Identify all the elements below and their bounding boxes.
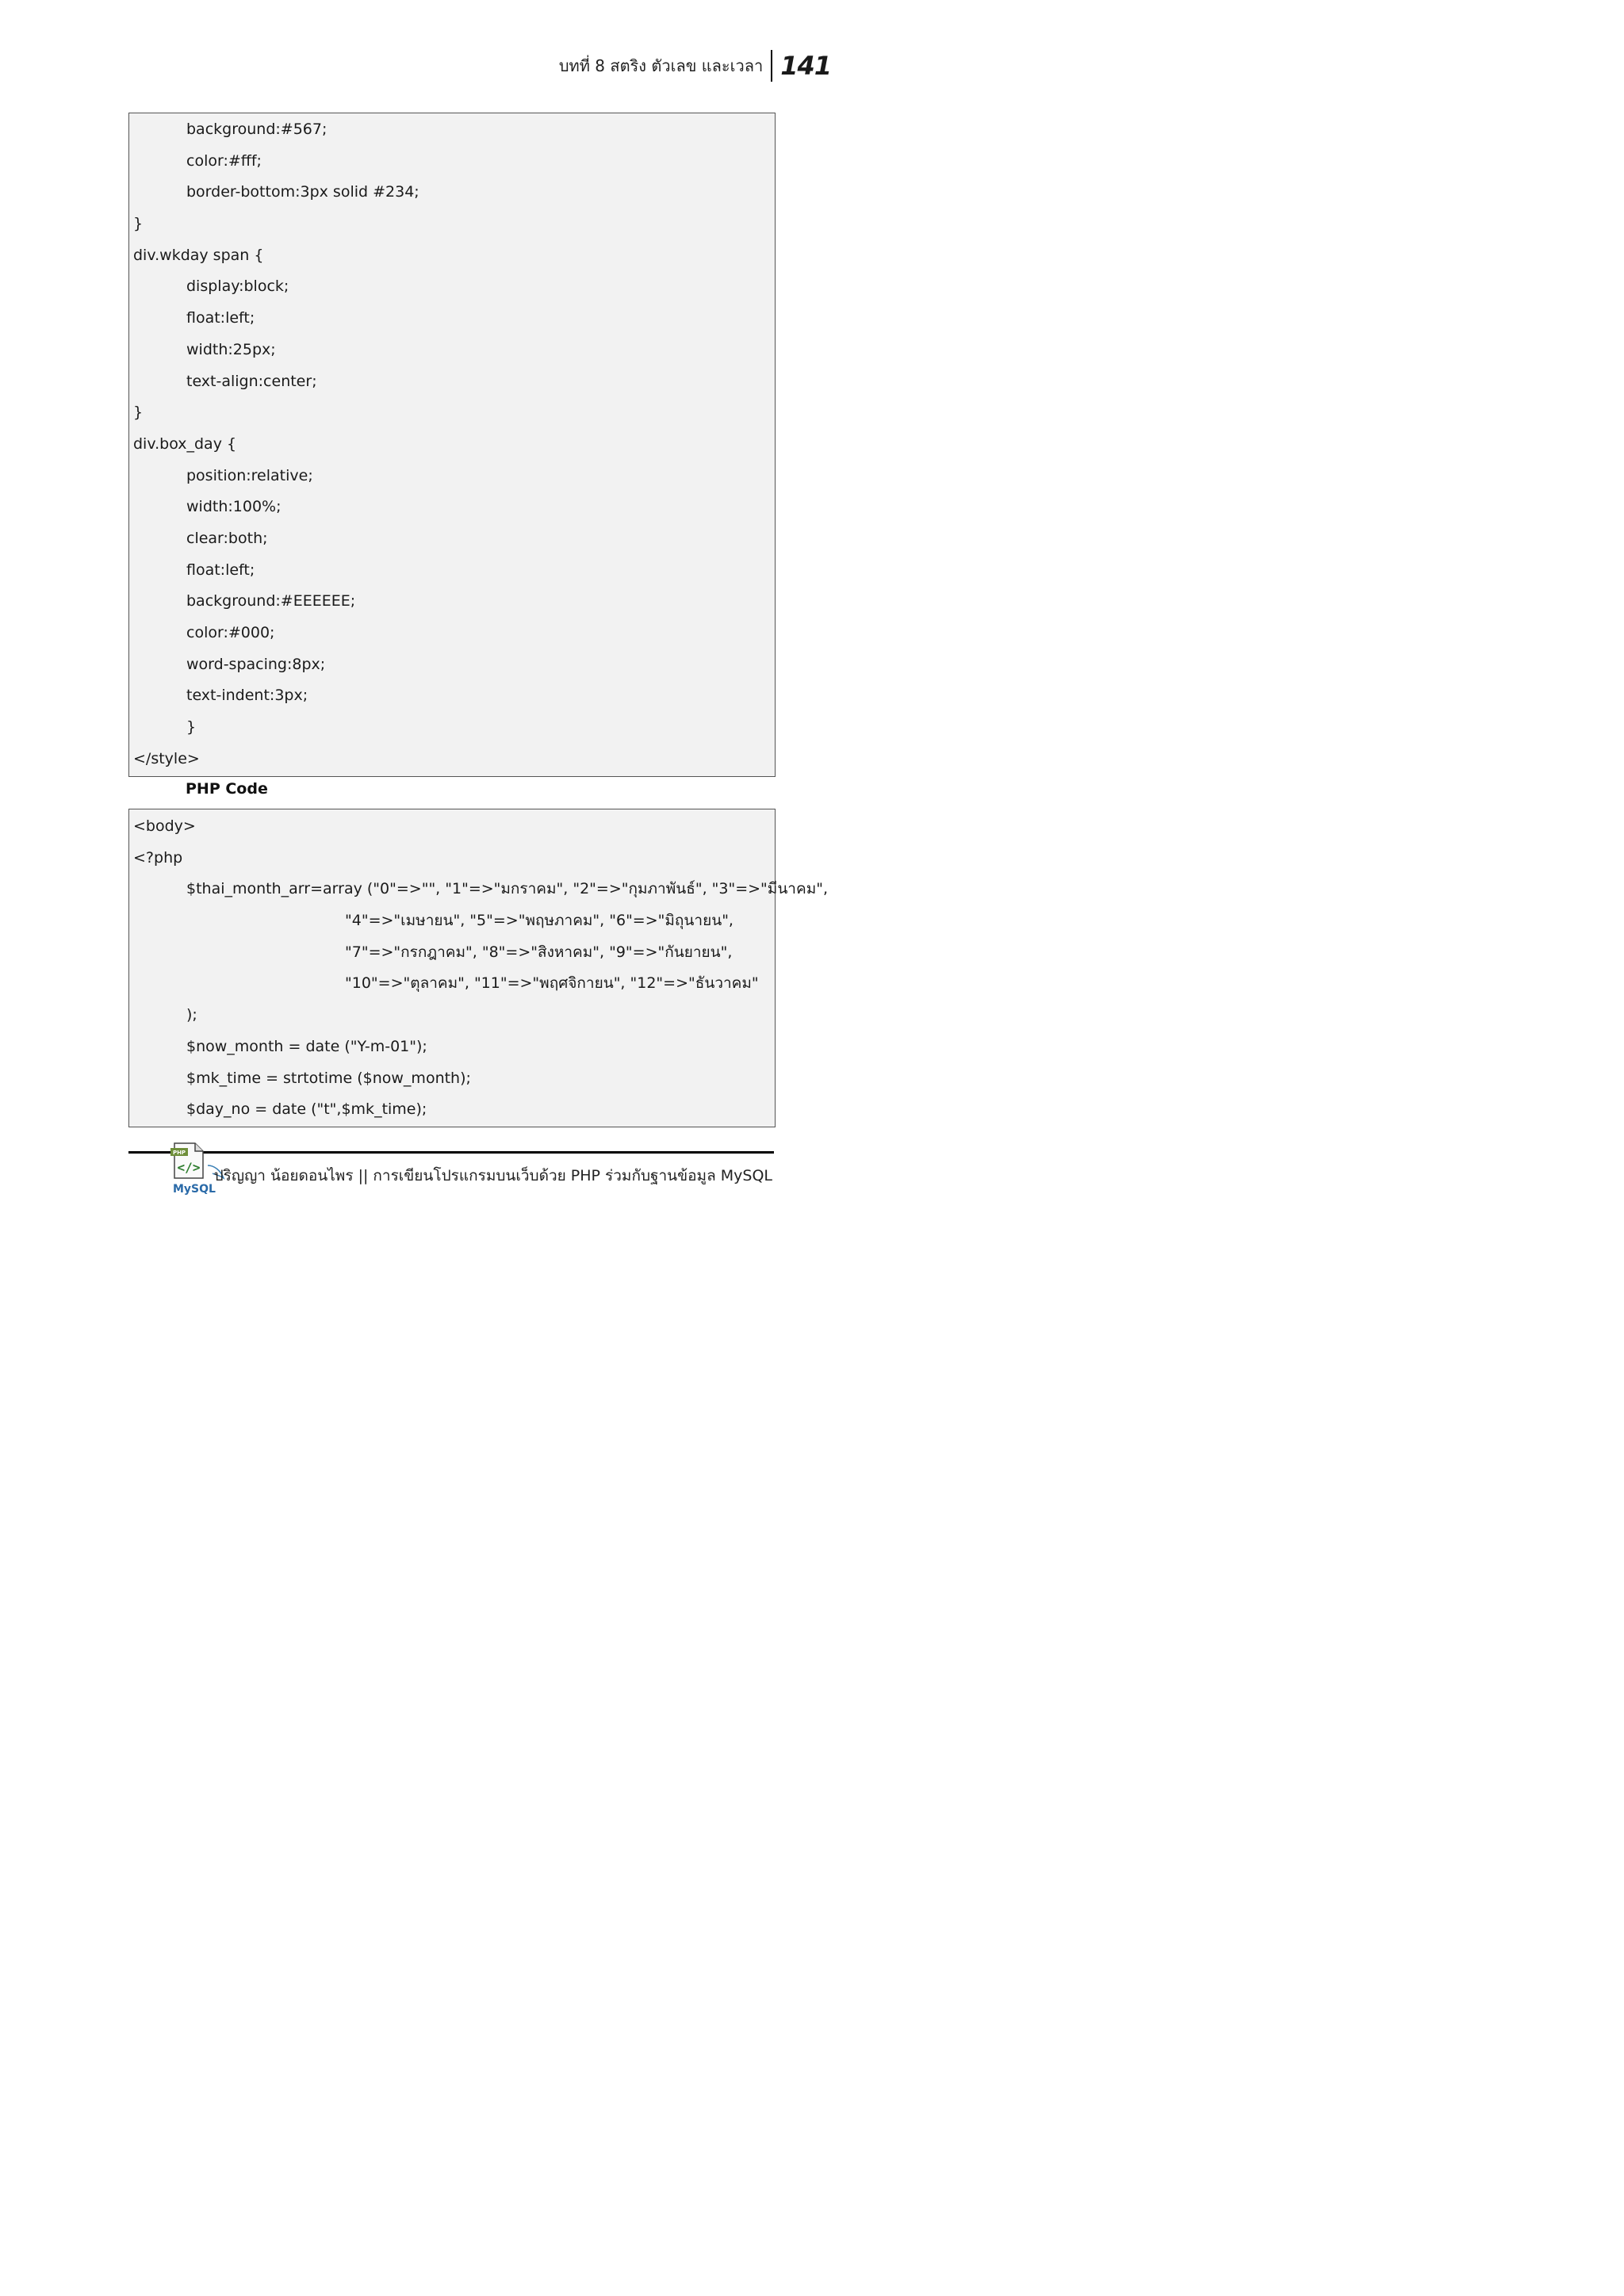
css-code-box [128,113,776,777]
footer-text: ปริญญา น้อยดอนไพร || การเขียนโปรแกรมบนเว็บด้วย PHP ร่วมกับฐานข้อมูล MySQL [213,1167,772,1184]
section-label-php-code: PHP Code [186,780,268,798]
code-line: color:#000; [186,624,275,641]
code-line: <?php [133,848,183,867]
code-line: clear:both; [186,529,268,547]
code-line: div.wkday span { [133,246,264,264]
code-line: background:#EEEEEE; [186,592,356,610]
page-number: 141 [780,51,831,81]
code-line: div.box_day { [133,434,237,453]
code-line: } [186,718,197,737]
code-line: $mk_time = strtotime ($now_month); [186,1069,471,1087]
code-line: word-spacing:8px; [186,655,326,673]
code-line: "7"=>"กรกฎาคม", "8"=>"สิงหาคม", "9"=>"กันยายน", [345,943,733,961]
chapter-title: บทที่ 8 สตริง ตัวเลข และเวลา [559,50,772,82]
code-line: float:left; [186,561,255,579]
code-line: $now_month = date ("Y-m-01"); [186,1037,427,1055]
page-header [559,48,831,84]
code-line: } [133,215,144,233]
code-line: color:#fff; [186,151,262,170]
code-line: width:100%; [186,498,282,516]
code-line: background:#567; [186,121,327,138]
code-line: } [133,404,144,422]
code-line: ); [186,1006,197,1024]
php-code-box [128,809,828,1127]
code-line: text-indent:3px; [186,687,308,705]
code-line: float:left; [186,309,255,327]
code-line: $thai_month_arr=array ("0"=>"", "1"=>"มกราคม", "2"=>"กุมภาพันธ์", "3"=>"มีนาคม", [186,880,828,898]
logo-code-glyph: </> [177,1160,201,1175]
code-line: <body> [133,817,196,835]
logo-badge: PHP [172,1150,186,1156]
code-line: "4"=>"เมษายน", "5"=>"พฤษภาคม", "6"=>"มิถุนายน", [345,912,733,930]
code-line: $day_no = date ("t",$mk_time); [186,1100,427,1119]
code-line: "10"=>"ตุลาคม", "11"=>"พฤศจิกายน", "12"=>"ธันวาคม" [345,974,759,993]
code-line: text-align:center; [186,372,317,390]
code-line: display:block; [186,277,289,296]
code-line: border-bottom:3px solid #234; [186,183,419,201]
logo-mysql-text: MySQL [173,1183,216,1196]
code-line: </style> [133,749,200,767]
code-line: position:relative; [186,466,313,484]
code-line: width:25px; [186,340,276,358]
